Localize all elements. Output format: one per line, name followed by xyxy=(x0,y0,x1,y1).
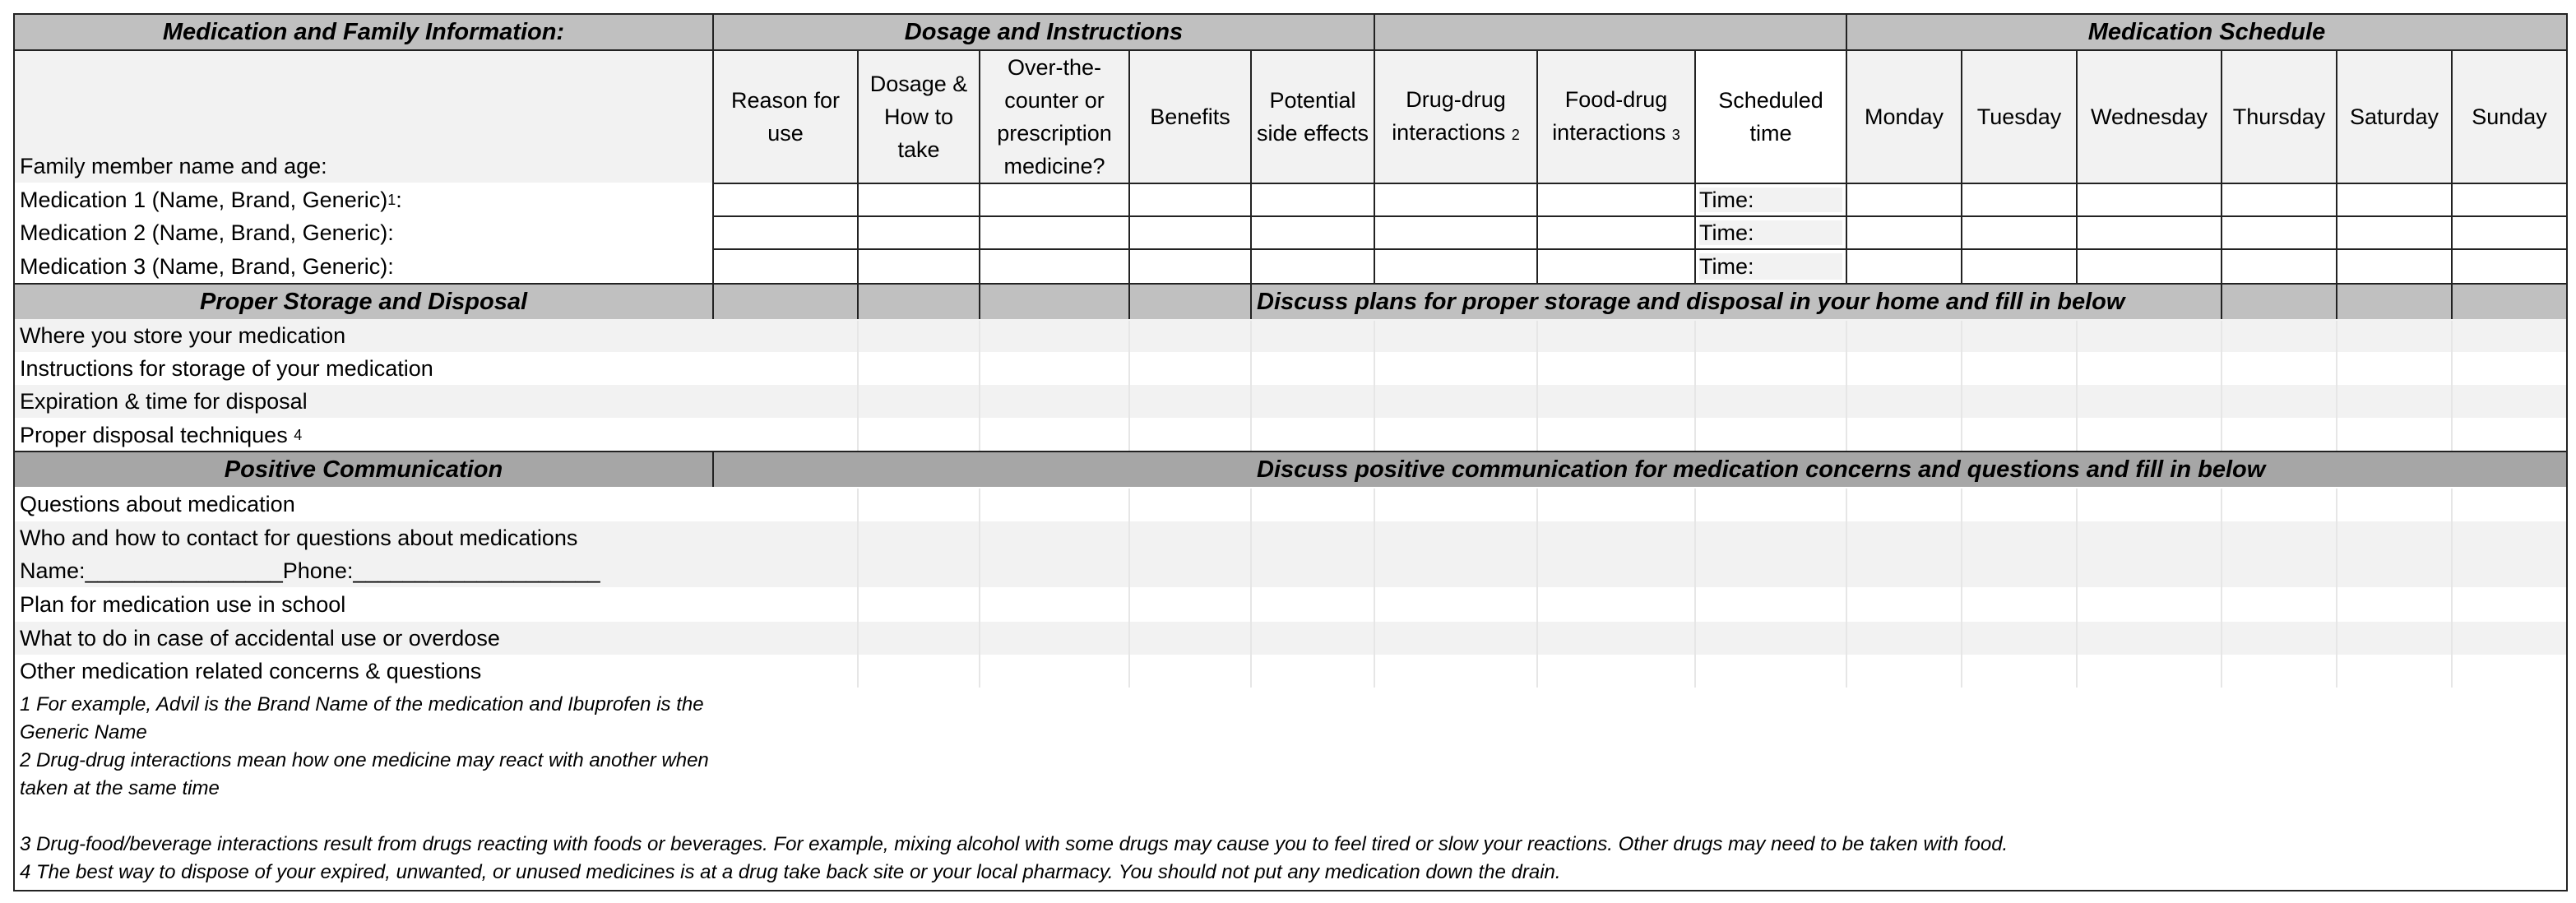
gridline xyxy=(1374,489,1375,688)
column-header-tuesday: Tuesday xyxy=(1961,49,2078,184)
gridline xyxy=(1694,489,1696,688)
med1-time-input[interactable]: Time: xyxy=(1694,183,1847,217)
med1-food-drug-input[interactable] xyxy=(1536,183,1696,217)
med3-sunday-input[interactable] xyxy=(2451,248,2568,285)
gridline xyxy=(1128,321,1130,451)
med3-monday-input[interactable] xyxy=(1846,248,1962,285)
column-header-sunday: Sunday xyxy=(2451,49,2568,184)
med1-reason-input[interactable] xyxy=(712,183,859,217)
column-header-side-effects: Potential side effects xyxy=(1250,49,1375,184)
med1-saturday-input[interactable] xyxy=(2336,183,2453,217)
med1-benefits-input[interactable] xyxy=(1128,183,1252,217)
med2-monday-input[interactable] xyxy=(1846,215,1962,250)
med2-tuesday-input[interactable] xyxy=(1961,215,2078,250)
med1-side-effects-input[interactable] xyxy=(1250,183,1375,217)
column-header-benefits: Benefits xyxy=(1128,49,1252,184)
med2-food-drug-input[interactable] xyxy=(1536,215,1696,250)
gridline xyxy=(2451,489,2453,688)
storage-row-label: Where you store your medication xyxy=(13,319,714,352)
med3-side-effects-input[interactable] xyxy=(1250,248,1375,285)
med2-saturday-input[interactable] xyxy=(2336,215,2453,250)
med2-side-effects-input[interactable] xyxy=(1250,215,1375,250)
gridline xyxy=(1846,321,1847,451)
gridline xyxy=(1961,321,1962,451)
footnote-4: 4 The best way to dispose of your expired, unwanted, or unused medicines is at a drug take back site or your local pharmacy. You should not put any medication down the drain. xyxy=(20,861,1561,883)
column-header-food-drug: Food-drug interactions 3 xyxy=(1536,49,1696,184)
column-header-thursday: Thursday xyxy=(2221,49,2337,184)
storage-header-blank-2 xyxy=(857,283,980,321)
footnote-3: 3 Drug-food/beverage interactions result from drugs reacting with foods or beverages. For example, mixing alcohol with some drugs may cause you to feel tired or slow your reactions. Other drugs may need to be taken with food. xyxy=(20,833,2008,855)
gridline xyxy=(1128,489,1130,688)
med1-dosage-input[interactable] xyxy=(857,183,980,217)
gridline xyxy=(2336,321,2337,451)
storage-instruction: Discuss plans for proper storage and disposal in your home and fill in below xyxy=(1250,283,2222,321)
medication-3-label: Medication 3 (Name, Brand, Generic): xyxy=(13,248,714,285)
footnote-ref: 3 xyxy=(1671,126,1680,143)
footnote-ref: 2 xyxy=(1511,126,1520,143)
gridline xyxy=(2336,489,2337,688)
med2-reason-input[interactable] xyxy=(712,215,859,250)
gridline xyxy=(979,321,980,451)
column-header-saturday: Saturday xyxy=(2336,49,2453,184)
column-header-wednesday: Wednesday xyxy=(2076,49,2222,184)
med1-monday-input[interactable] xyxy=(1846,183,1962,217)
med2-wednesday-input[interactable] xyxy=(2076,215,2222,250)
gridline xyxy=(1961,489,1962,688)
gridline xyxy=(1250,489,1252,688)
med2-thursday-input[interactable] xyxy=(2221,215,2337,250)
column-header-dosage-how: Dosage & How to take xyxy=(857,49,980,184)
communication-instruction: Discuss positive communication for medication concerns and questions and fill in below xyxy=(712,451,2568,489)
med1-wednesday-input[interactable] xyxy=(2076,183,2222,217)
gridline xyxy=(1536,321,1538,451)
storage-row-input[interactable] xyxy=(712,385,2568,418)
storage-header-blank-1 xyxy=(712,283,859,321)
storage-row-input[interactable] xyxy=(712,352,2568,385)
footnote-1: 1 For example, Advil is the Brand Name of the medication and Ibuprofen is the Generic Name xyxy=(20,693,704,743)
storage-header-blank-3 xyxy=(979,283,1130,321)
med1-drug-drug-input[interactable] xyxy=(1374,183,1538,217)
gridline xyxy=(1374,321,1375,451)
communication-row-label: Questions about medication xyxy=(13,487,714,521)
footnote-spacer xyxy=(20,803,2561,831)
section-header-dosage xyxy=(712,13,1375,51)
communication-row-input[interactable] xyxy=(712,487,2568,521)
column-header-reason: Reason for use xyxy=(712,49,859,184)
column-header-family-member: Family member name and age: xyxy=(13,49,714,184)
communication-row-label: What to do in case of accidental use or overdose xyxy=(13,622,714,655)
column-header-drug-drug: Drug-drug interactions 2 xyxy=(1374,49,1538,184)
gridline xyxy=(979,489,980,688)
med3-benefits-input[interactable] xyxy=(1128,248,1252,285)
column-header-monday: Monday xyxy=(1846,49,1962,184)
section-title: Proper Storage and Disposal xyxy=(199,289,528,315)
med2-time-input[interactable]: Time: xyxy=(1694,215,1847,250)
storage-header-blank-4 xyxy=(1128,283,1252,321)
gridline xyxy=(1250,321,1252,451)
storage-row-input[interactable] xyxy=(712,418,2568,452)
med2-sunday-input[interactable] xyxy=(2451,215,2568,250)
med3-wednesday-input[interactable] xyxy=(2076,248,2222,285)
section-header-storage xyxy=(13,283,714,321)
storage-row-label: Proper disposal techniques 4 xyxy=(13,418,714,452)
medication-1-label: Medication 1 (Name, Brand, Generic) 1 : xyxy=(13,183,714,217)
section-header-blank xyxy=(1374,13,1847,51)
footnotes xyxy=(13,688,2568,891)
storage-header-blank-6 xyxy=(2336,283,2453,321)
gridline xyxy=(857,489,859,688)
gridline xyxy=(1536,489,1538,688)
column-header-otc: Over-the-counter or prescription medicine? xyxy=(979,49,1130,184)
med1-thursday-input[interactable] xyxy=(2221,183,2337,217)
gridline xyxy=(1694,321,1696,451)
med2-benefits-input[interactable] xyxy=(1128,215,1252,250)
communication-row-label: Plan for medication use in school xyxy=(13,587,714,622)
gridline xyxy=(2221,489,2222,688)
med1-otc-input[interactable] xyxy=(979,183,1130,217)
med3-time-input[interactable]: Time: xyxy=(1694,248,1847,285)
storage-header-blank-7 xyxy=(2451,283,2568,321)
storage-row-input[interactable] xyxy=(712,319,2568,352)
communication-row-label: Other medication related concerns & questions xyxy=(13,655,714,689)
section-title: Dosage and Instructions xyxy=(904,19,1184,45)
gridline xyxy=(857,321,859,451)
med3-otc-input[interactable] xyxy=(979,248,1130,285)
med3-food-drug-input[interactable] xyxy=(1536,248,1696,285)
med3-reason-input[interactable] xyxy=(712,248,859,285)
med2-drug-drug-input[interactable] xyxy=(1374,215,1538,250)
med3-drug-drug-input[interactable] xyxy=(1374,248,1538,285)
med2-dosage-input[interactable] xyxy=(857,215,980,250)
med3-saturday-input[interactable] xyxy=(2336,248,2453,285)
gridline xyxy=(2076,489,2078,688)
med3-thursday-input[interactable] xyxy=(2221,248,2337,285)
gridline xyxy=(2451,321,2453,451)
section-header-medication-family xyxy=(13,13,714,51)
section-title: Medication and Family Information: xyxy=(162,19,565,45)
section-header-schedule xyxy=(1846,13,2568,51)
med2-otc-input[interactable] xyxy=(979,215,1130,250)
med1-tuesday-input[interactable] xyxy=(1961,183,2078,217)
med3-dosage-input[interactable] xyxy=(857,248,980,285)
gridline xyxy=(2076,321,2078,451)
communication-row-input[interactable] xyxy=(712,655,2568,689)
gridline xyxy=(1846,489,1847,688)
communication-row-input[interactable] xyxy=(712,521,2568,587)
communication-row-input[interactable] xyxy=(712,587,2568,622)
communication-row-label: Who and how to contact for questions about medications Name:________________Phone:____________________ xyxy=(13,521,714,587)
med3-tuesday-input[interactable] xyxy=(1961,248,2078,285)
footnote-ref: 4 xyxy=(294,427,303,443)
footnote-ref: 1 xyxy=(387,192,396,208)
gridline xyxy=(2221,321,2222,451)
column-header-scheduled-time: Scheduled time xyxy=(1694,49,1847,184)
storage-row-label: Expiration & time for disposal xyxy=(13,385,714,418)
storage-row-label: Instructions for storage of your medication xyxy=(13,352,714,385)
section-header-communication xyxy=(13,451,714,489)
communication-row-input[interactable] xyxy=(712,622,2568,655)
medication-2-label: Medication 2 (Name, Brand, Generic): xyxy=(13,215,714,250)
med1-sunday-input[interactable] xyxy=(2451,183,2568,217)
section-title: Positive Communication xyxy=(224,456,503,483)
contact-name-phone-line: Name:________________Phone:____________________ xyxy=(20,558,600,583)
storage-header-blank-5 xyxy=(2221,283,2337,321)
footnote-2: 2 Drug-drug interactions mean how one medicine may react with another when taken at the same time xyxy=(20,749,709,799)
section-title: Medication Schedule xyxy=(2087,19,2326,45)
